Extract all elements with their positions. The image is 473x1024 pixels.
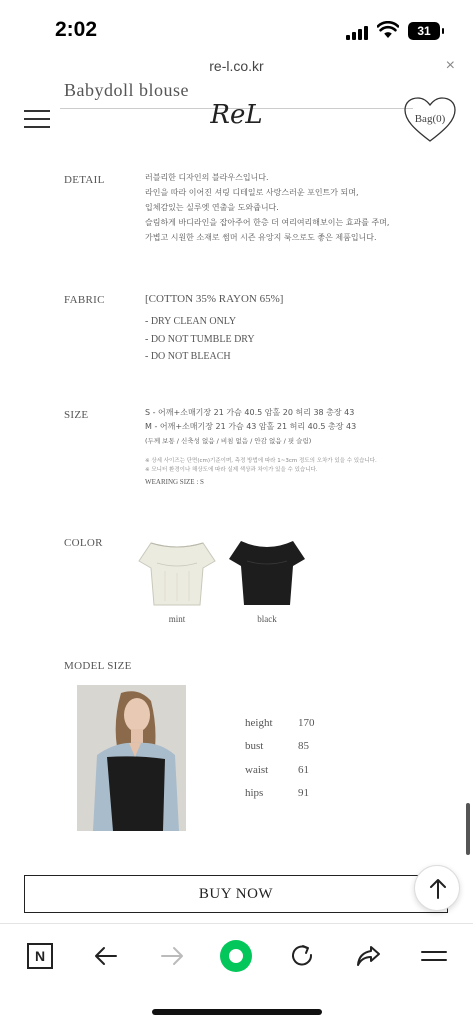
buy-now-button[interactable]: BUY NOW	[24, 875, 448, 913]
black-blouse-image	[227, 535, 307, 609]
scrollbar[interactable]	[466, 803, 470, 855]
spec-value-height: 170	[298, 717, 315, 729]
wearing-size: WEARING SIZE : S	[145, 478, 204, 486]
spec-label-waist: waist	[245, 764, 269, 776]
product-title: Babydoll blouse	[64, 80, 189, 100]
forward-button[interactable]	[154, 938, 190, 974]
browser-bottom-bar	[0, 923, 473, 1024]
color-label: COLOR	[64, 537, 103, 549]
back-button[interactable]	[88, 938, 124, 974]
url-text[interactable]: re-l.co.kr	[209, 58, 264, 74]
detail-line: 입체감있는 실루엣 연출을 도와줍니다.	[145, 203, 279, 212]
arrow-right-icon	[158, 942, 186, 970]
fabric-composition: [COTTON 35% RAYON 65%]	[145, 293, 284, 305]
green-dot-icon	[218, 938, 254, 974]
home-indicator	[152, 1009, 322, 1015]
reload-button[interactable]	[284, 938, 320, 974]
wifi-icon	[377, 21, 399, 39]
menu-icon	[420, 942, 448, 970]
share-button[interactable]	[350, 938, 386, 974]
spec-label-bust: bust	[245, 740, 264, 752]
naver-n-icon: N	[27, 943, 53, 969]
mint-blouse-image	[137, 535, 217, 609]
size-line: S - 어깨+소매기장 21 가슴 40.5 암홀 20 허리 38 총장 43	[145, 408, 355, 417]
size-line: (두께 보통 / 신축성 없음 / 비침 없음 / 안감 없음 / 핏 슬림)	[145, 437, 312, 445]
battery-indicator: 31	[408, 22, 440, 40]
care-item: - DRY CLEAN ONLY	[145, 316, 237, 327]
detail-line: 라인을 따라 이어진 셔링 디테일로 사랑스러운 포인트가 되며,	[145, 188, 359, 197]
menu-button[interactable]	[416, 938, 452, 974]
signal-icon	[346, 24, 372, 40]
status-bar	[0, 0, 473, 56]
detail-text	[145, 170, 389, 245]
model-size-label: MODEL SIZE	[64, 660, 132, 672]
green-dot-button[interactable]	[218, 938, 254, 974]
care-item: - DO NOT TUMBLE DRY	[145, 334, 255, 345]
naver-home-button[interactable]	[22, 938, 58, 974]
detail-line: 슬림하게 바디라인을 잡아주어 한층 더 여리여리해보이는 효과를 주며,	[145, 218, 390, 227]
model-photo	[77, 685, 186, 831]
arrow-up-icon	[415, 866, 461, 912]
size-text	[145, 406, 356, 448]
color-option-mint: mint	[168, 614, 186, 624]
size-note: ※ 상세 사이즈는 단면(cm)기준이며, 측정 방법에 따라 1~3cm 정도의 오차가 있을 수 있습니다.	[145, 458, 377, 464]
spec-label-height: height	[245, 717, 273, 729]
spec-value-bust: 85	[298, 740, 309, 752]
bag-button[interactable]	[402, 96, 458, 144]
bag-label: Bag(0)	[414, 113, 446, 125]
detail-line: 가볍고 시원한 소재로 썸머 시즌 유앙지 룩으로도 좋은 제품입니다.	[145, 233, 377, 242]
arrow-left-icon	[92, 942, 120, 970]
scroll-to-top-button[interactable]	[414, 865, 460, 911]
status-time: 2:02	[55, 18, 98, 41]
share-icon	[354, 942, 382, 970]
care-item: - DO NOT BLEACH	[145, 351, 231, 362]
url-bar[interactable]	[0, 56, 473, 80]
size-line: M - 어깨+소매기장 21 가슴 43 암홀 21 허리 40.5 총장 43	[145, 422, 357, 431]
reload-icon	[288, 942, 316, 970]
site-logo[interactable]: ReL	[210, 100, 263, 130]
color-option-black: black	[257, 614, 277, 624]
spec-value-hips: 91	[298, 787, 309, 799]
size-label: SIZE	[64, 409, 89, 421]
fabric-label: FABRIC	[64, 294, 105, 306]
spec-value-waist: 61	[298, 764, 309, 776]
size-note: ※ 모니터 환경이나 해상도에 따라 실제 색상과 차이가 있을 수 있습니다.	[145, 467, 318, 473]
spec-label-hips: hips	[245, 787, 264, 799]
detail-line: 러블리한 디자인의 블라우스입니다.	[145, 173, 269, 182]
close-icon[interactable]: ×	[445, 57, 455, 74]
detail-label: DETAIL	[64, 174, 105, 186]
